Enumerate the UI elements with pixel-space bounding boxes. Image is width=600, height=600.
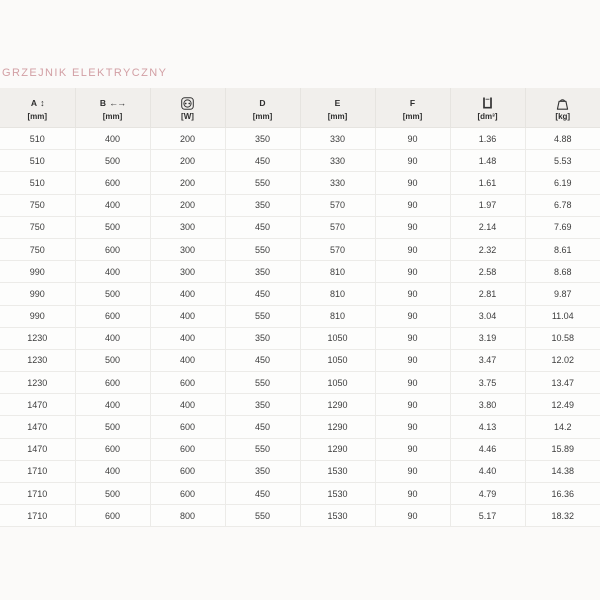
table-cell: 350 xyxy=(225,460,300,482)
table-cell: 1.36 xyxy=(450,128,525,150)
table-cell: 1710 xyxy=(0,505,75,527)
table-cell: 350 xyxy=(225,394,300,416)
table-row xyxy=(0,150,600,172)
header-row xyxy=(0,88,600,128)
table-cell: 4.13 xyxy=(450,416,525,438)
table-row xyxy=(0,194,600,216)
table-cell: 11.04 xyxy=(525,305,600,327)
table-cell: 810 xyxy=(300,305,375,327)
table-cell: 1470 xyxy=(0,438,75,460)
table-row xyxy=(0,128,600,150)
table-cell: 400 xyxy=(75,128,150,150)
spec-table xyxy=(0,88,600,527)
table-cell: 400 xyxy=(150,349,225,371)
table-cell: 1.61 xyxy=(450,172,525,194)
col-header-F xyxy=(375,88,450,128)
col-header-B xyxy=(75,88,150,128)
table-cell: 90 xyxy=(375,483,450,505)
table-row xyxy=(0,238,600,260)
table-cell: 3.80 xyxy=(450,394,525,416)
col-header-E xyxy=(300,88,375,128)
table-cell: 3.75 xyxy=(450,372,525,394)
col-header-label: E xyxy=(334,98,341,108)
table-cell: 600 xyxy=(75,305,150,327)
table-cell: 570 xyxy=(300,194,375,216)
table-cell: 16.36 xyxy=(525,483,600,505)
table-cell: 400 xyxy=(75,394,150,416)
table-cell: 90 xyxy=(375,372,450,394)
table-cell: 570 xyxy=(300,238,375,260)
table-cell: 600 xyxy=(150,372,225,394)
table-cell: 90 xyxy=(375,261,450,283)
col-header-unit: [mm] xyxy=(252,111,273,121)
table-row xyxy=(0,416,600,438)
col-header-label: A xyxy=(30,98,38,108)
table-cell: 300 xyxy=(150,216,225,238)
arrow-vertical-icon: ↕ xyxy=(40,98,44,108)
table-cell: 990 xyxy=(0,261,75,283)
table-cell: 750 xyxy=(0,194,75,216)
volume-icon xyxy=(482,97,493,109)
table-cell: 3.19 xyxy=(450,327,525,349)
table-cell: 350 xyxy=(225,194,300,216)
table-cell: 14.38 xyxy=(525,460,600,482)
table-cell: 6.78 xyxy=(525,194,600,216)
table-cell: 400 xyxy=(75,460,150,482)
col-header-label: F xyxy=(409,98,416,108)
table-cell: 350 xyxy=(225,128,300,150)
table-cell: 330 xyxy=(300,128,375,150)
table-row xyxy=(0,460,600,482)
weight-icon xyxy=(556,97,569,110)
table-cell: 4.88 xyxy=(525,128,600,150)
table-row xyxy=(0,261,600,283)
table-row xyxy=(0,483,600,505)
table-cell: 300 xyxy=(150,261,225,283)
table-cell: 550 xyxy=(225,438,300,460)
power-socket-icon xyxy=(181,97,194,110)
table-cell: 750 xyxy=(0,238,75,260)
table-cell: 330 xyxy=(300,150,375,172)
table-cell: 90 xyxy=(375,505,450,527)
col-header-unit: [mm] xyxy=(402,111,423,121)
table-cell: 600 xyxy=(75,172,150,194)
table-cell: 90 xyxy=(375,283,450,305)
table-cell: 300 xyxy=(150,238,225,260)
table-cell: 450 xyxy=(225,150,300,172)
table-cell: 550 xyxy=(225,238,300,260)
table-cell: 2.58 xyxy=(450,261,525,283)
col-header-unit: [mm] xyxy=(102,111,123,121)
table-cell: 3.47 xyxy=(450,349,525,371)
arrow-horizontal-icon: ←→ xyxy=(109,98,126,108)
table-cell: 450 xyxy=(225,283,300,305)
table-cell: 1050 xyxy=(300,349,375,371)
table-cell: 1530 xyxy=(300,505,375,527)
table-cell: 90 xyxy=(375,416,450,438)
table-header xyxy=(0,88,600,128)
table-cell: 5.17 xyxy=(450,505,525,527)
table-row xyxy=(0,327,600,349)
table-row xyxy=(0,505,600,527)
table-cell: 550 xyxy=(225,505,300,527)
table-cell: 1.48 xyxy=(450,150,525,172)
table-cell: 990 xyxy=(0,283,75,305)
table-cell: 500 xyxy=(75,283,150,305)
table-cell: 450 xyxy=(225,416,300,438)
table-row xyxy=(0,172,600,194)
table-cell: 90 xyxy=(375,238,450,260)
table-cell: 600 xyxy=(75,438,150,460)
table-cell: 500 xyxy=(75,216,150,238)
table-cell: 10.58 xyxy=(525,327,600,349)
table-cell: 200 xyxy=(150,128,225,150)
table-cell: 1230 xyxy=(0,327,75,349)
table-cell: 4.79 xyxy=(450,483,525,505)
table-cell: 200 xyxy=(150,194,225,216)
table-cell: 330 xyxy=(300,172,375,194)
table-cell: 400 xyxy=(75,261,150,283)
table-cell: 4.46 xyxy=(450,438,525,460)
table-cell: 1050 xyxy=(300,327,375,349)
page-title: GRZEJNIK ELEKTRYCZNY xyxy=(2,67,168,79)
table-cell: 18.32 xyxy=(525,505,600,527)
table-cell: 1230 xyxy=(0,349,75,371)
table-cell: 510 xyxy=(0,172,75,194)
table-row xyxy=(0,305,600,327)
table-cell: 9.87 xyxy=(525,283,600,305)
col-header-unit: [W] xyxy=(181,111,194,121)
table-cell: 1470 xyxy=(0,416,75,438)
table-cell: 510 xyxy=(0,150,75,172)
table-cell: 90 xyxy=(375,327,450,349)
table-cell: 90 xyxy=(375,460,450,482)
table-cell: 90 xyxy=(375,128,450,150)
table-cell: 2.81 xyxy=(450,283,525,305)
col-header-weight-icon xyxy=(525,88,600,128)
col-header-unit: [mm] xyxy=(327,111,348,121)
table-cell: 400 xyxy=(75,194,150,216)
table-cell: 550 xyxy=(225,305,300,327)
table-row xyxy=(0,349,600,371)
table-cell: 2.14 xyxy=(450,216,525,238)
table-cell: 1050 xyxy=(300,372,375,394)
table-cell: 810 xyxy=(300,283,375,305)
table-cell: 6.19 xyxy=(525,172,600,194)
table-cell: 90 xyxy=(375,172,450,194)
col-header-unit: [mm] xyxy=(27,111,48,121)
col-header-D xyxy=(225,88,300,128)
table-cell: 400 xyxy=(150,394,225,416)
table-cell: 350 xyxy=(225,261,300,283)
table-row xyxy=(0,372,600,394)
table-cell: 13.47 xyxy=(525,372,600,394)
table-cell: 450 xyxy=(225,216,300,238)
table-cell: 600 xyxy=(75,505,150,527)
table-cell: 1470 xyxy=(0,394,75,416)
table-cell: 90 xyxy=(375,394,450,416)
col-header-volume-icon xyxy=(450,88,525,128)
table-cell: 15.89 xyxy=(525,438,600,460)
table-cell: 510 xyxy=(0,128,75,150)
table-body xyxy=(0,128,600,527)
table-cell: 2.32 xyxy=(450,238,525,260)
table-cell: 600 xyxy=(150,483,225,505)
col-header-power-socket-icon xyxy=(150,88,225,128)
table-cell: 600 xyxy=(150,438,225,460)
table-cell: 550 xyxy=(225,172,300,194)
table-cell: 500 xyxy=(75,483,150,505)
table-cell: 7.69 xyxy=(525,216,600,238)
table-cell: 12.02 xyxy=(525,349,600,371)
table-cell: 1710 xyxy=(0,460,75,482)
table-cell: 90 xyxy=(375,150,450,172)
table-cell: 810 xyxy=(300,261,375,283)
table-cell: 500 xyxy=(75,416,150,438)
table-cell: 350 xyxy=(225,327,300,349)
table-cell: 1.97 xyxy=(450,194,525,216)
table-row xyxy=(0,283,600,305)
table-cell: 1290 xyxy=(300,438,375,460)
table-cell: 570 xyxy=(300,216,375,238)
table-row xyxy=(0,394,600,416)
table-cell: 400 xyxy=(75,327,150,349)
table-cell: 8.61 xyxy=(525,238,600,260)
table-cell: 5.53 xyxy=(525,150,600,172)
table-cell: 450 xyxy=(225,483,300,505)
table-cell: 14.2 xyxy=(525,416,600,438)
table-cell: 1290 xyxy=(300,394,375,416)
table-cell: 600 xyxy=(150,460,225,482)
table-cell: 8.68 xyxy=(525,261,600,283)
table-cell: 1710 xyxy=(0,483,75,505)
table-cell: 500 xyxy=(75,349,150,371)
col-header-label: D xyxy=(259,98,266,108)
table-cell: 200 xyxy=(150,150,225,172)
table-cell: 600 xyxy=(75,372,150,394)
table-cell: 1530 xyxy=(300,460,375,482)
col-header-A xyxy=(0,88,75,128)
table-cell: 12.49 xyxy=(525,394,600,416)
table-cell: 990 xyxy=(0,305,75,327)
table-cell: 1290 xyxy=(300,416,375,438)
table-cell: 90 xyxy=(375,216,450,238)
table-cell: 600 xyxy=(150,416,225,438)
table-cell: 200 xyxy=(150,172,225,194)
table-cell: 400 xyxy=(150,283,225,305)
table-cell: 90 xyxy=(375,194,450,216)
col-header-unit: [dm³] xyxy=(477,111,498,121)
table-cell: 500 xyxy=(75,150,150,172)
col-header-label: B xyxy=(99,98,107,108)
table-cell: 400 xyxy=(150,305,225,327)
table-cell: 4.40 xyxy=(450,460,525,482)
table-cell: 1530 xyxy=(300,483,375,505)
table-row xyxy=(0,438,600,460)
table-cell: 750 xyxy=(0,216,75,238)
table-cell: 400 xyxy=(150,327,225,349)
col-header-unit: [kg] xyxy=(555,111,571,121)
table-cell: 450 xyxy=(225,349,300,371)
table-row xyxy=(0,216,600,238)
table-cell: 90 xyxy=(375,438,450,460)
table-cell: 800 xyxy=(150,505,225,527)
table-cell: 90 xyxy=(375,305,450,327)
table-cell: 90 xyxy=(375,349,450,371)
table-cell: 550 xyxy=(225,372,300,394)
table-cell: 600 xyxy=(75,238,150,260)
table-cell: 3.04 xyxy=(450,305,525,327)
table-cell: 1230 xyxy=(0,372,75,394)
